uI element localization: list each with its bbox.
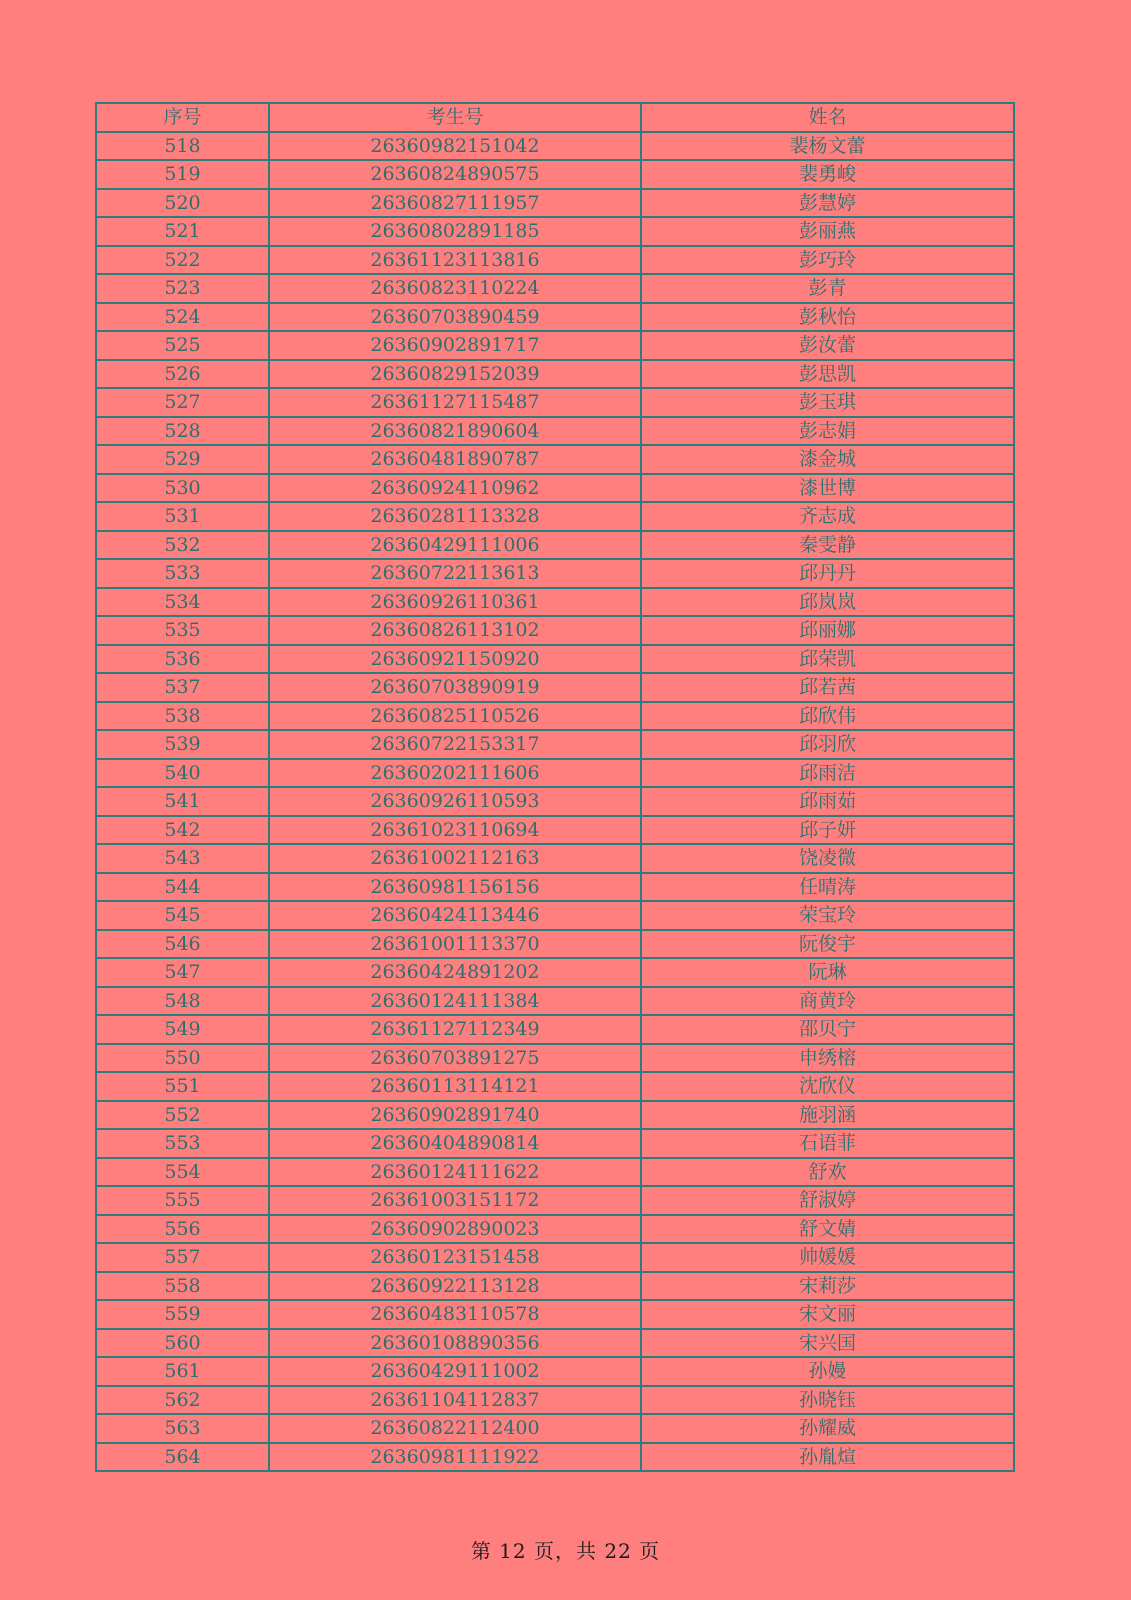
table-row	[96, 1329, 1014, 1358]
cell-seq: 525	[96, 331, 269, 360]
cell-exam-id: 26360981111922	[269, 1443, 641, 1472]
cell-seq: 559	[96, 1300, 269, 1329]
cell-name: 漆金城	[641, 445, 1014, 474]
cell-name: 舒文婧	[641, 1215, 1014, 1244]
cell-exam-id: 26361002112163	[269, 844, 641, 873]
cell-name: 帅媛媛	[641, 1243, 1014, 1272]
cell-name: 申绣榕	[641, 1044, 1014, 1073]
table-row	[96, 787, 1014, 816]
cell-name: 邱丽娜	[641, 616, 1014, 645]
table-row	[96, 246, 1014, 275]
table-row	[96, 873, 1014, 902]
cell-name: 孙胤煊	[641, 1443, 1014, 1472]
cell-exam-id: 26360481890787	[269, 445, 641, 474]
cell-seq: 535	[96, 616, 269, 645]
cell-exam-id: 26360722113613	[269, 559, 641, 588]
cell-name: 裴杨文蕾	[641, 132, 1014, 161]
cell-name: 彭思凯	[641, 360, 1014, 389]
table-row	[96, 588, 1014, 617]
cell-name: 孙嫚	[641, 1357, 1014, 1386]
cell-seq: 562	[96, 1386, 269, 1415]
table-row	[96, 759, 1014, 788]
cell-name: 邱若茜	[641, 673, 1014, 702]
cell-exam-id: 26360823110224	[269, 274, 641, 303]
cell-name: 邱雨洁	[641, 759, 1014, 788]
cell-name: 彭志娟	[641, 417, 1014, 446]
table-row	[96, 303, 1014, 332]
table-row	[96, 445, 1014, 474]
cell-seq: 524	[96, 303, 269, 332]
cell-seq: 555	[96, 1186, 269, 1215]
cell-name: 舒淑婷	[641, 1186, 1014, 1215]
table-row	[96, 217, 1014, 246]
cell-exam-id: 26360826113102	[269, 616, 641, 645]
table-row	[96, 531, 1014, 560]
cell-name: 齐志成	[641, 502, 1014, 531]
cell-exam-id: 26360902891740	[269, 1101, 641, 1130]
table-row	[96, 987, 1014, 1016]
cell-seq: 521	[96, 217, 269, 246]
cell-exam-id: 26360703891275	[269, 1044, 641, 1073]
table-row	[96, 1357, 1014, 1386]
cell-seq: 529	[96, 445, 269, 474]
cell-name: 舒欢	[641, 1158, 1014, 1187]
cell-name: 荣宝玲	[641, 901, 1014, 930]
cell-name: 邱雨茹	[641, 787, 1014, 816]
table-row	[96, 474, 1014, 503]
table-row	[96, 901, 1014, 930]
cell-seq: 530	[96, 474, 269, 503]
cell-exam-id: 26360822112400	[269, 1414, 641, 1443]
cell-seq: 518	[96, 132, 269, 161]
cell-seq: 557	[96, 1243, 269, 1272]
table-body	[96, 132, 1014, 1472]
cell-exam-id: 26360703890459	[269, 303, 641, 332]
cell-seq: 548	[96, 987, 269, 1016]
cell-seq: 545	[96, 901, 269, 930]
table-row	[96, 958, 1014, 987]
cell-name: 邱荣凯	[641, 645, 1014, 674]
table-row	[96, 1129, 1014, 1158]
cell-exam-id: 26360722153317	[269, 730, 641, 759]
table-row	[96, 1386, 1014, 1415]
cell-name: 裴勇峻	[641, 160, 1014, 189]
cell-seq: 544	[96, 873, 269, 902]
table-row	[96, 1443, 1014, 1472]
header-seq: 序号	[96, 103, 269, 132]
cell-seq: 542	[96, 816, 269, 845]
page-number: 第 12 页，共 22 页	[470, 1539, 661, 1563]
table-row	[96, 559, 1014, 588]
cell-exam-id: 26360902891717	[269, 331, 641, 360]
cell-seq: 564	[96, 1443, 269, 1472]
cell-name: 孙晓钰	[641, 1386, 1014, 1415]
cell-seq: 536	[96, 645, 269, 674]
cell-seq: 528	[96, 417, 269, 446]
table-row	[96, 417, 1014, 446]
table-row	[96, 274, 1014, 303]
table-row	[96, 816, 1014, 845]
cell-name: 阮俊宇	[641, 930, 1014, 959]
cell-exam-id: 26361123113816	[269, 246, 641, 275]
cell-exam-id: 26361023110694	[269, 816, 641, 845]
cell-exam-id: 26360424891202	[269, 958, 641, 987]
cell-seq: 550	[96, 1044, 269, 1073]
cell-seq: 547	[96, 958, 269, 987]
cell-exam-id: 26360824890575	[269, 160, 641, 189]
cell-name: 任晴涛	[641, 873, 1014, 902]
cell-name: 施羽涵	[641, 1101, 1014, 1130]
cell-exam-id: 26360827111957	[269, 189, 641, 218]
table-row	[96, 1015, 1014, 1044]
cell-exam-id: 26360113114121	[269, 1072, 641, 1101]
table-row	[96, 730, 1014, 759]
table-row	[96, 1044, 1014, 1073]
cell-name: 邱欣伟	[641, 702, 1014, 731]
cell-seq: 537	[96, 673, 269, 702]
cell-exam-id: 26360202111606	[269, 759, 641, 788]
cell-seq: 549	[96, 1015, 269, 1044]
header-name: 姓名	[641, 103, 1014, 132]
table-row	[96, 616, 1014, 645]
table-row	[96, 502, 1014, 531]
table-row	[96, 1300, 1014, 1329]
cell-name: 邵贝宁	[641, 1015, 1014, 1044]
table-row	[96, 1186, 1014, 1215]
cell-name: 宋兴国	[641, 1329, 1014, 1358]
cell-seq: 533	[96, 559, 269, 588]
cell-name: 宋莉莎	[641, 1272, 1014, 1301]
cell-seq: 527	[96, 388, 269, 417]
table-row	[96, 702, 1014, 731]
cell-exam-id: 26360802891185	[269, 217, 641, 246]
cell-exam-id: 26361003151172	[269, 1186, 641, 1215]
cell-name: 石语菲	[641, 1129, 1014, 1158]
cell-exam-id: 26361001113370	[269, 930, 641, 959]
table-row	[96, 1414, 1014, 1443]
cell-seq: 563	[96, 1414, 269, 1443]
cell-name: 邱岚岚	[641, 588, 1014, 617]
cell-exam-id: 26360124111622	[269, 1158, 641, 1187]
table-row	[96, 360, 1014, 389]
header-exam-id: 考生号	[269, 103, 641, 132]
cell-seq: 531	[96, 502, 269, 531]
table-row	[96, 645, 1014, 674]
cell-seq: 561	[96, 1357, 269, 1386]
table-row	[96, 1158, 1014, 1187]
cell-name: 孙耀威	[641, 1414, 1014, 1443]
cell-name: 彭汝蕾	[641, 331, 1014, 360]
table-row	[96, 1072, 1014, 1101]
cell-exam-id: 26360825110526	[269, 702, 641, 731]
cell-exam-id: 26360821890604	[269, 417, 641, 446]
cell-exam-id: 26360981156156	[269, 873, 641, 902]
cell-exam-id: 26360829152039	[269, 360, 641, 389]
cell-seq: 538	[96, 702, 269, 731]
table-row	[96, 844, 1014, 873]
cell-seq: 551	[96, 1072, 269, 1101]
cell-seq: 540	[96, 759, 269, 788]
cell-name: 沈欣仪	[641, 1072, 1014, 1101]
cell-name: 商黄玲	[641, 987, 1014, 1016]
table-row	[96, 930, 1014, 959]
cell-exam-id: 26360429111006	[269, 531, 641, 560]
cell-exam-id: 26360404890814	[269, 1129, 641, 1158]
cell-exam-id: 26360902890023	[269, 1215, 641, 1244]
cell-seq: 526	[96, 360, 269, 389]
table-row	[96, 1215, 1014, 1244]
cell-exam-id: 26360926110593	[269, 787, 641, 816]
cell-seq: 539	[96, 730, 269, 759]
cell-seq: 534	[96, 588, 269, 617]
cell-exam-id: 26360281113328	[269, 502, 641, 531]
cell-name: 彭丽燕	[641, 217, 1014, 246]
cell-exam-id: 26360924110962	[269, 474, 641, 503]
cell-exam-id: 26360926110361	[269, 588, 641, 617]
cell-exam-id: 26360124111384	[269, 987, 641, 1016]
cell-seq: 558	[96, 1272, 269, 1301]
cell-seq: 546	[96, 930, 269, 959]
cell-name: 彭巧玲	[641, 246, 1014, 275]
cell-seq: 553	[96, 1129, 269, 1158]
cell-name: 漆世博	[641, 474, 1014, 503]
cell-exam-id: 26360429111002	[269, 1357, 641, 1386]
table-header	[96, 103, 1014, 132]
cell-name: 邱子妍	[641, 816, 1014, 845]
table-row	[96, 1101, 1014, 1130]
table-row	[96, 673, 1014, 702]
cell-exam-id: 26360483110578	[269, 1300, 641, 1329]
cell-exam-id: 26361104112837	[269, 1386, 641, 1415]
cell-name: 彭青	[641, 274, 1014, 303]
cell-seq: 554	[96, 1158, 269, 1187]
cell-seq: 519	[96, 160, 269, 189]
cell-exam-id: 26360123151458	[269, 1243, 641, 1272]
table-row	[96, 1243, 1014, 1272]
cell-exam-id: 26360922113128	[269, 1272, 641, 1301]
cell-seq: 520	[96, 189, 269, 218]
cell-exam-id: 26360703890919	[269, 673, 641, 702]
roster-table	[95, 102, 1015, 1472]
table-row	[96, 1272, 1014, 1301]
cell-exam-id: 26360982151042	[269, 132, 641, 161]
cell-seq: 523	[96, 274, 269, 303]
cell-exam-id: 26361127115487	[269, 388, 641, 417]
cell-exam-id: 26361127112349	[269, 1015, 641, 1044]
table-row	[96, 160, 1014, 189]
cell-exam-id: 26360921150920	[269, 645, 641, 674]
cell-seq: 532	[96, 531, 269, 560]
table-row	[96, 388, 1014, 417]
cell-exam-id: 26360424113446	[269, 901, 641, 930]
cell-exam-id: 26360108890356	[269, 1329, 641, 1358]
cell-name: 宋文丽	[641, 1300, 1014, 1329]
table-row	[96, 331, 1014, 360]
table-row	[96, 189, 1014, 218]
cell-name: 邱羽欣	[641, 730, 1014, 759]
cell-seq: 541	[96, 787, 269, 816]
cell-seq: 543	[96, 844, 269, 873]
cell-name: 彭秋怡	[641, 303, 1014, 332]
cell-name: 彭玉琪	[641, 388, 1014, 417]
cell-name: 阮琳	[641, 958, 1014, 987]
cell-seq: 556	[96, 1215, 269, 1244]
header-row	[96, 103, 1014, 132]
cell-seq: 522	[96, 246, 269, 275]
cell-name: 饶凌微	[641, 844, 1014, 873]
cell-name: 邱丹丹	[641, 559, 1014, 588]
table-row	[96, 132, 1014, 161]
cell-seq: 552	[96, 1101, 269, 1130]
cell-name: 秦雯静	[641, 531, 1014, 560]
cell-seq: 560	[96, 1329, 269, 1358]
cell-name: 彭慧婷	[641, 189, 1014, 218]
